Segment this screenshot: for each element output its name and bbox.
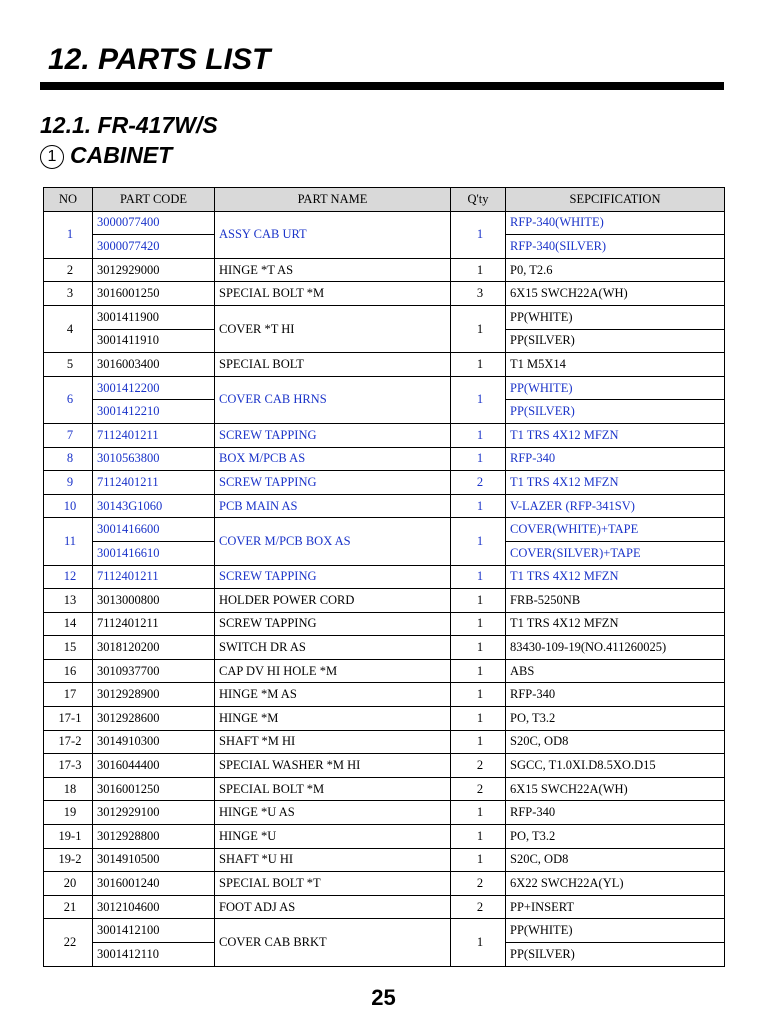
cell-part-name: HINGE *M AS bbox=[215, 683, 451, 707]
cell-specification: PP(WHITE) bbox=[506, 919, 725, 943]
cell-qty: 1 bbox=[451, 848, 506, 872]
cell-part-name: HINGE *U bbox=[215, 825, 451, 849]
cell-specification: T1 TRS 4X12 MFZN bbox=[506, 471, 725, 495]
cell-specification: P0, T2.6 bbox=[506, 258, 725, 282]
cell-no: 2 bbox=[44, 258, 93, 282]
cell-qty: 1 bbox=[451, 376, 506, 423]
table-row bbox=[44, 825, 725, 849]
cell-part-name: BOX M/PCB AS bbox=[215, 447, 451, 471]
cell-specification: COVER(WHITE)+TAPE bbox=[506, 518, 725, 542]
parts-table-body bbox=[44, 211, 725, 966]
cell-part-name: PCB MAIN AS bbox=[215, 494, 451, 518]
cell-part-name: HINGE *T AS bbox=[215, 258, 451, 282]
cell-no: 17-1 bbox=[44, 707, 93, 731]
header-part-code: PART CODE bbox=[93, 188, 215, 212]
cell-part-name: SPECIAL BOLT bbox=[215, 353, 451, 377]
cell-part-code: 3013000800 bbox=[93, 589, 215, 613]
cell-part-code: 7112401211 bbox=[93, 423, 215, 447]
cell-specification: PP+INSERT bbox=[506, 895, 725, 919]
cell-part-code: 3001411910 bbox=[93, 329, 215, 353]
cell-no: 19-2 bbox=[44, 848, 93, 872]
cell-no: 19-1 bbox=[44, 825, 93, 849]
table-row bbox=[44, 565, 725, 589]
header-specification: SEPCIFICATION bbox=[506, 188, 725, 212]
table-row bbox=[44, 423, 725, 447]
table-row bbox=[44, 730, 725, 754]
model-heading: 12.1. FR-417W/S bbox=[40, 112, 218, 138]
cell-part-code: 3012104600 bbox=[93, 895, 215, 919]
header-no: NO bbox=[44, 188, 93, 212]
cell-qty: 2 bbox=[451, 471, 506, 495]
cell-part-name: HINGE *U AS bbox=[215, 801, 451, 825]
cell-no: 11 bbox=[44, 518, 93, 565]
cell-no: 21 bbox=[44, 895, 93, 919]
table-row bbox=[44, 919, 725, 943]
cell-part-code: 3012928600 bbox=[93, 707, 215, 731]
cell-qty: 2 bbox=[451, 777, 506, 801]
cell-qty: 1 bbox=[451, 801, 506, 825]
cell-part-name: FOOT ADJ AS bbox=[215, 895, 451, 919]
cell-specification: 6X22 SWCH22A(YL) bbox=[506, 872, 725, 896]
cell-part-code: 7112401211 bbox=[93, 471, 215, 495]
table-row bbox=[44, 518, 725, 542]
cell-part-name: SPECIAL BOLT *M bbox=[215, 282, 451, 306]
cell-part-name: SPECIAL WASHER *M HI bbox=[215, 754, 451, 778]
cell-part-code: 3001412100 bbox=[93, 919, 215, 943]
cell-part-code: 3000077400 bbox=[93, 211, 215, 235]
table-row bbox=[44, 848, 725, 872]
cell-specification: PP(SILVER) bbox=[506, 943, 725, 967]
cell-specification: ABS bbox=[506, 659, 725, 683]
cell-qty: 1 bbox=[451, 211, 506, 258]
cell-qty: 1 bbox=[451, 353, 506, 377]
cell-no: 19 bbox=[44, 801, 93, 825]
cell-qty: 1 bbox=[451, 825, 506, 849]
cell-part-code: 3001412110 bbox=[93, 943, 215, 967]
table-row bbox=[44, 589, 725, 613]
table-row bbox=[44, 636, 725, 660]
cell-specification: COVER(SILVER)+TAPE bbox=[506, 541, 725, 565]
table-row bbox=[44, 471, 725, 495]
cell-no: 17-3 bbox=[44, 754, 93, 778]
cell-no: 13 bbox=[44, 589, 93, 613]
cell-no: 22 bbox=[44, 919, 93, 966]
cell-part-code: 3018120200 bbox=[93, 636, 215, 660]
cell-specification: 6X15 SWCH22A(WH) bbox=[506, 282, 725, 306]
cell-part-code: 3014910500 bbox=[93, 848, 215, 872]
cell-part-code: 3016001240 bbox=[93, 872, 215, 896]
cell-part-code: 30143G1060 bbox=[93, 494, 215, 518]
cell-no: 20 bbox=[44, 872, 93, 896]
cell-part-code: 7112401211 bbox=[93, 612, 215, 636]
parts-table bbox=[43, 187, 725, 967]
cell-part-name: COVER CAB HRNS bbox=[215, 376, 451, 423]
table-row bbox=[44, 659, 725, 683]
cell-part-code: 3001416600 bbox=[93, 518, 215, 542]
cell-qty: 1 bbox=[451, 659, 506, 683]
cell-qty: 1 bbox=[451, 305, 506, 352]
cell-part-code: 7112401211 bbox=[93, 565, 215, 589]
table-header-row bbox=[44, 188, 725, 212]
table-row bbox=[44, 258, 725, 282]
cell-no: 4 bbox=[44, 305, 93, 352]
cell-specification: PP(SILVER) bbox=[506, 329, 725, 353]
cell-specification: RFP-340 bbox=[506, 447, 725, 471]
cell-specification: PP(SILVER) bbox=[506, 400, 725, 424]
cell-specification: T1 TRS 4X12 MFZN bbox=[506, 423, 725, 447]
page-title: 12. PARTS LIST bbox=[48, 43, 271, 76]
cell-part-code: 3001411900 bbox=[93, 305, 215, 329]
cell-part-code: 3012928900 bbox=[93, 683, 215, 707]
cell-specification: PO, T3.2 bbox=[506, 707, 725, 731]
cell-no: 12 bbox=[44, 565, 93, 589]
cell-no: 6 bbox=[44, 376, 93, 423]
cell-part-code: 3001412210 bbox=[93, 400, 215, 424]
cell-specification: S20C, OD8 bbox=[506, 848, 725, 872]
page-number: 25 bbox=[371, 985, 396, 1010]
table-row bbox=[44, 683, 725, 707]
cell-specification: PP(WHITE) bbox=[506, 376, 725, 400]
cell-part-name: SCREW TAPPING bbox=[215, 565, 451, 589]
cell-part-name: HINGE *M bbox=[215, 707, 451, 731]
cell-qty: 3 bbox=[451, 282, 506, 306]
cell-qty: 1 bbox=[451, 919, 506, 966]
cell-no: 16 bbox=[44, 659, 93, 683]
cell-part-code: 3001416610 bbox=[93, 541, 215, 565]
table-row bbox=[44, 754, 725, 778]
cell-qty: 1 bbox=[451, 447, 506, 471]
section-marker: 1 bbox=[40, 145, 64, 169]
cell-part-name: COVER M/PCB BOX AS bbox=[215, 518, 451, 565]
cell-specification: S20C, OD8 bbox=[506, 730, 725, 754]
cell-specification: PP(WHITE) bbox=[506, 305, 725, 329]
cell-no: 14 bbox=[44, 612, 93, 636]
cell-specification: RFP-340 bbox=[506, 801, 725, 825]
cell-part-name: SWITCH DR AS bbox=[215, 636, 451, 660]
cell-part-name: SCREW TAPPING bbox=[215, 423, 451, 447]
cell-qty: 1 bbox=[451, 612, 506, 636]
cell-part-name: SHAFT *U HI bbox=[215, 848, 451, 872]
cell-specification: FRB-5250NB bbox=[506, 589, 725, 613]
cell-qty: 1 bbox=[451, 707, 506, 731]
cell-specification: RFP-340 bbox=[506, 683, 725, 707]
title-underline bbox=[40, 82, 724, 90]
cell-part-name: SCREW TAPPING bbox=[215, 471, 451, 495]
cell-specification: 83430-109-19(NO.411260025) bbox=[506, 636, 725, 660]
cell-no: 5 bbox=[44, 353, 93, 377]
cell-part-code: 3016003400 bbox=[93, 353, 215, 377]
cell-part-code: 3016001250 bbox=[93, 777, 215, 801]
table-row bbox=[44, 305, 725, 329]
cell-no: 17-2 bbox=[44, 730, 93, 754]
cell-qty: 1 bbox=[451, 730, 506, 754]
section-label: CABINET bbox=[70, 142, 173, 168]
cell-part-code: 3016044400 bbox=[93, 754, 215, 778]
cell-part-code: 3012928800 bbox=[93, 825, 215, 849]
table-row bbox=[44, 801, 725, 825]
cell-specification: 6X15 SWCH22A(WH) bbox=[506, 777, 725, 801]
cell-specification: T1 TRS 4X12 MFZN bbox=[506, 565, 725, 589]
table-row bbox=[44, 353, 725, 377]
cell-part-code: 3012929000 bbox=[93, 258, 215, 282]
cell-no: 17 bbox=[44, 683, 93, 707]
cell-specification: PO, T3.2 bbox=[506, 825, 725, 849]
cell-part-name: ASSY CAB URT bbox=[215, 211, 451, 258]
cell-qty: 2 bbox=[451, 754, 506, 778]
cell-part-code: 3014910300 bbox=[93, 730, 215, 754]
cell-no: 10 bbox=[44, 494, 93, 518]
cell-part-name: SPECIAL BOLT *M bbox=[215, 777, 451, 801]
cell-part-code: 3016001250 bbox=[93, 282, 215, 306]
cell-specification: T1 M5X14 bbox=[506, 353, 725, 377]
cell-part-code: 3000077420 bbox=[93, 235, 215, 259]
cell-no: 8 bbox=[44, 447, 93, 471]
table-row bbox=[44, 447, 725, 471]
cell-specification: V-LAZER (RFP-341SV) bbox=[506, 494, 725, 518]
cell-specification: RFP-340(SILVER) bbox=[506, 235, 725, 259]
cell-qty: 1 bbox=[451, 589, 506, 613]
cell-qty: 1 bbox=[451, 518, 506, 565]
cell-part-name: COVER CAB BRKT bbox=[215, 919, 451, 966]
cell-qty: 1 bbox=[451, 423, 506, 447]
table-row bbox=[44, 612, 725, 636]
cell-part-code: 3001412200 bbox=[93, 376, 215, 400]
cell-part-name: COVER *T HI bbox=[215, 305, 451, 352]
cell-part-name: CAP DV HI HOLE *M bbox=[215, 659, 451, 683]
cell-no: 1 bbox=[44, 211, 93, 258]
cell-qty: 1 bbox=[451, 683, 506, 707]
table-row bbox=[44, 211, 725, 235]
cell-no: 18 bbox=[44, 777, 93, 801]
cell-part-code: 3012929100 bbox=[93, 801, 215, 825]
cell-specification: T1 TRS 4X12 MFZN bbox=[506, 612, 725, 636]
table-row bbox=[44, 494, 725, 518]
cell-part-code: 3010937700 bbox=[93, 659, 215, 683]
cell-no: 15 bbox=[44, 636, 93, 660]
cell-qty: 1 bbox=[451, 494, 506, 518]
cell-qty: 1 bbox=[451, 565, 506, 589]
table-row bbox=[44, 777, 725, 801]
table-row bbox=[44, 872, 725, 896]
cell-specification: SGCC, T1.0XI.D8.5XO.D15 bbox=[506, 754, 725, 778]
cell-part-code: 3010563800 bbox=[93, 447, 215, 471]
table-row bbox=[44, 707, 725, 731]
table-row bbox=[44, 895, 725, 919]
header-part-name: PART NAME bbox=[215, 188, 451, 212]
table-row bbox=[44, 282, 725, 306]
cell-qty: 2 bbox=[451, 895, 506, 919]
section-heading bbox=[40, 140, 172, 170]
cell-no: 9 bbox=[44, 471, 93, 495]
cell-part-name: HOLDER POWER CORD bbox=[215, 589, 451, 613]
cell-no: 3 bbox=[44, 282, 93, 306]
cell-part-name: SPECIAL BOLT *T bbox=[215, 872, 451, 896]
cell-part-name: SHAFT *M HI bbox=[215, 730, 451, 754]
cell-qty: 2 bbox=[451, 872, 506, 896]
cell-part-name: SCREW TAPPING bbox=[215, 612, 451, 636]
cell-qty: 1 bbox=[451, 258, 506, 282]
cell-no: 7 bbox=[44, 423, 93, 447]
header-qty: Q'ty bbox=[451, 188, 506, 212]
table-row bbox=[44, 376, 725, 400]
cell-specification: RFP-340(WHITE) bbox=[506, 211, 725, 235]
cell-qty: 1 bbox=[451, 636, 506, 660]
